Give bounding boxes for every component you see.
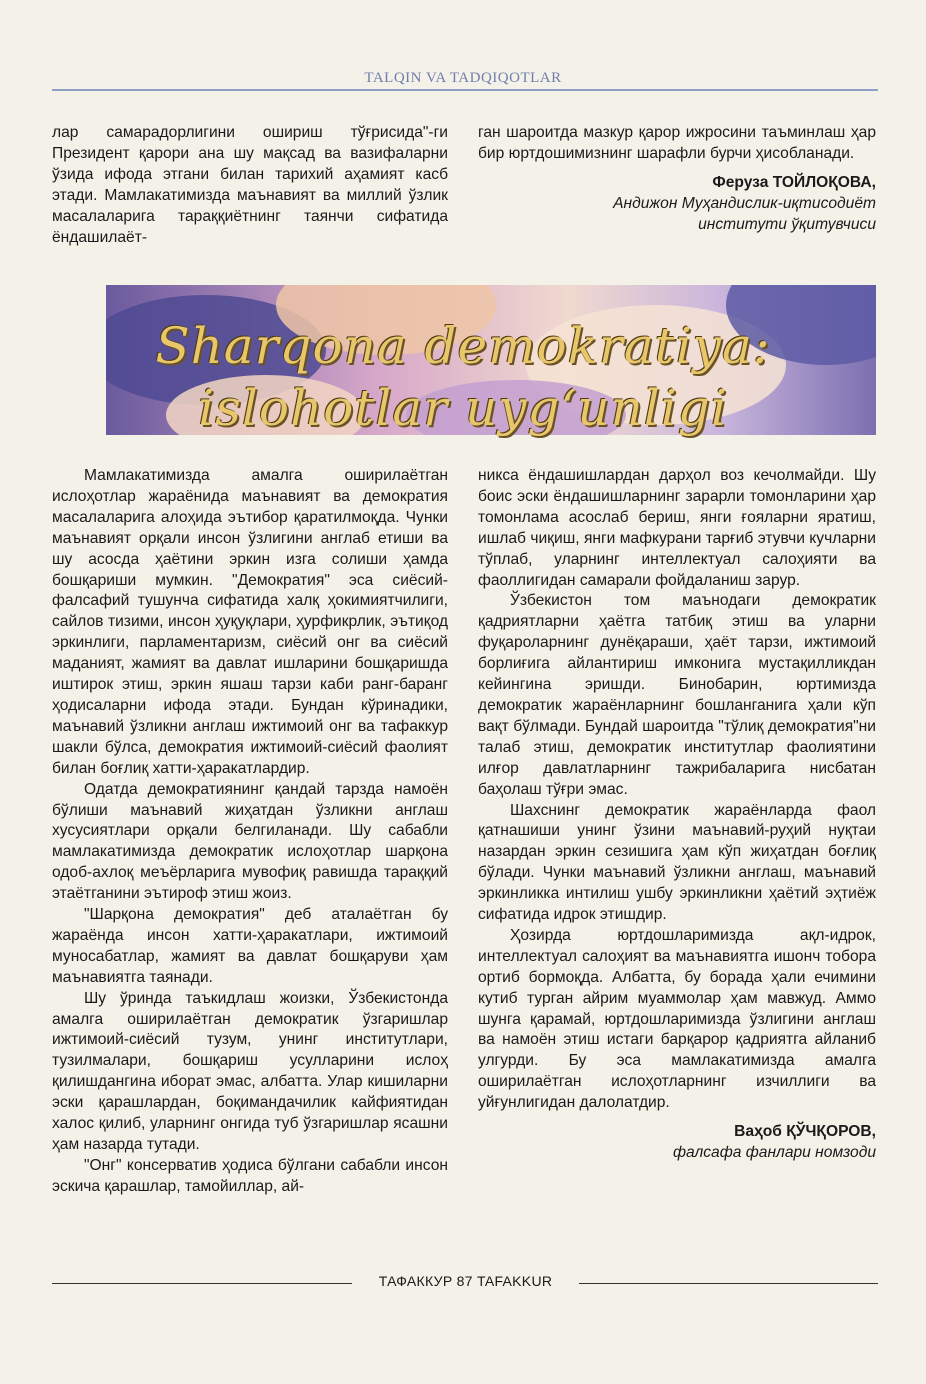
previous-article-author-role-1: Андижон Муҳандислик-иқтисодиёт [613, 194, 876, 212]
article-author: Ваҳоб ҚЎЧҚОРОВ, [734, 1123, 876, 1141]
header-rule [52, 89, 878, 91]
article-paragraph: Одатда демократиянинг қандай тарзда намоён бўлиши маънавий жиҳатдан ўзликни англаш хусусиятлари орқали белгиланади. Шу сабабли мамлакатимизда демократик ислоҳотлар шарқона одоб-ахлоқ меъёрларига мувофиқ равишда тараққий этаётганини эътироф этиш жоиз. [52, 780, 448, 903]
previous-article-left-column [52, 123, 448, 248]
article-paragraph: Шахснинг демократик жараёнларда фаол қатнашиши унинг ўзини маънавий-руҳий нуқтаи назардан эркин сезишига ҳам кўп жиҳатдан боғлиқ бўлади. Чунки маънавий ўзликни англаш, маънавий эркинликка интилиш ушбу эркинликни ҳаётий эҳтиёж сифатида идрок этишдир. [478, 801, 876, 924]
article-paragraph: никса ёндашишлардан дарҳол воз кечолмайди. Шу боис эски ёндашишларнинг зарарли томонларини ҳар томонлама асослаб бериш, янги ғояларни яратиш, ишлаб чиқиш, янги мафкурани тарғиб этувчи кучларни тўплаб, уларнинг интеллектуал салоҳияти ва фаоллигидан самарали фойдаланиш зарур. [478, 467, 876, 589]
article-paragraph: "Шарқона демократия" деб аталаётган бу жараёнда инсон хатти-ҳаракатлари, ижтимоий муносабатлар, жамият ва давлат бошқаруви ҳам маънавиятга таянади. [52, 906, 448, 986]
footer-text: ТАФАККУР 87 TAFAKKUR [378, 1273, 553, 1289]
article-paragraph: Ўзбекистон том маънодаги демократик қадриятларни ҳаётга татбиқ этиш ва уларни фуқароларнинг дунёқараши, ҳаёт тарзи, ижтимоий борлиғига айлантириш имконига мустақилликдан кейингина эришди. Бинобарин, юртимизда демократик жараёнларнинг бошланганига ҳали кўп вақт бўлмади. Бундай шароитда "тўлиқ демократия"ни талаб этиш, демократик институтлар фаолиятини илғор давлатларнинг тажрибаларига нисбатан баҳолаш тўғри эмас. [478, 592, 876, 798]
previous-article-text-right: ган шароитда мазкур қарор ижросини таъминлаш ҳар бир юртдошимизнинг шарафли бурчи ҳисобланади. [478, 124, 876, 162]
running-header: TALQIN VA TADQIQOTLAR [364, 70, 562, 86]
article-paragraph: Мамлакатимизда амалга оширилаётган ислоҳотлар жараёнида маънавият ва демократия масалаларига алоҳида эътибор қаратилмоқда. Чунки маънавият орқали инсон ўзлигини англаб етиши ва шу асосда ҳаётини эркин изга солиши ҳамда бошқариши мумкин. "Демократия" эса сиёсий-фалсафий тушунча сифатида халқ ҳокимиятчилиги, сайлов тизими, инсон ҳуқуқлари, ҳурфикрлик, эътиқод эркинлиги, парламентаризм, сиёсий онг ва сиёсий маданият, жамият ва давлат ишларини бошқаришда иштирок этиш, эркин яшаш тарзи каби ранг-баранг ҳодисаларни ифода этади. Бундан кўринадики, маънавий ўзликни англаш ижтимоий онг ва тафаккур шакли бўлса, демократия ижтимоий-сиёсий фаолият билан боғлиқ хатти-ҳаракатлардир. [52, 467, 448, 777]
article-right-column [478, 466, 876, 1164]
article-left-column [52, 466, 448, 1198]
previous-article-author: Феруза ТОЙЛОҚОВА, [712, 173, 876, 191]
article-title-line-2: islohotlar uyg‘unligi [198, 379, 728, 437]
article-author-role: фалсафа фанлари номзоди [672, 1144, 876, 1161]
article-paragraph: Шу ўринда таъкидлаш жоизки, Ўзбекистонда амалга оширилаётган демократик ўзгаришлар ижтимоий-сиёсий тузум, унинг институтлари, тузилмалари, бошқариш усулларини ислоҳ қилишдангина иборат эмас, албатта. Улар кишиларни эски қарашлардан, боқимандачилик кайфиятидан халос қилиб, уларнинг онгида туб ўзгаришлар ясашни ҳам назарда тутади. [52, 989, 448, 1153]
article-title-line-1: Sharqona demokratiya: [155, 317, 771, 375]
previous-article-author-role-2: институти ўқитувчиси [698, 215, 876, 233]
footer-rule-left [52, 1283, 352, 1284]
previous-article-text-left: лар самарадорлигини ошириш тўғрисида"-ги Президент қарори ана шу мақсад ва вазифаларни ўзида ифода этгани билан тарихий аҳамият касб этади. Мамлакатимизда маънавият ва миллий ўзлик масалаларига тараққиётнинг таянчи сифатида ёндашилаёт- [52, 124, 448, 246]
footer-rule-right [579, 1283, 878, 1284]
previous-article-right-column [478, 123, 876, 236]
page-footer [52, 1272, 878, 1296]
article-paragraph: "Онг" консерватив ҳодиса бўлгани сабабли инсон эскича қарашлар, тамойиллар, ай- [52, 1156, 448, 1195]
article-paragraph: Ҳозирда юртдошларимизда ақл-идрок, интеллектуал салоҳият ва маънавиятга ишонч тобора ортиб бормоқда. Албатта, бу борада ҳали ечимини кутиб турган айрим муаммолар ҳам мавжуд. Аммо шунга қарамай, юртдошларимизда ўзлигини англаш ва намоён этиш истаги барқарор қадриятга айланиб улгурди. Бу эса мамлакатимизда амалга оширилаётган ислоҳотларнинг изчиллиги ва уйғунлигидан далолатдир. [478, 926, 876, 1112]
